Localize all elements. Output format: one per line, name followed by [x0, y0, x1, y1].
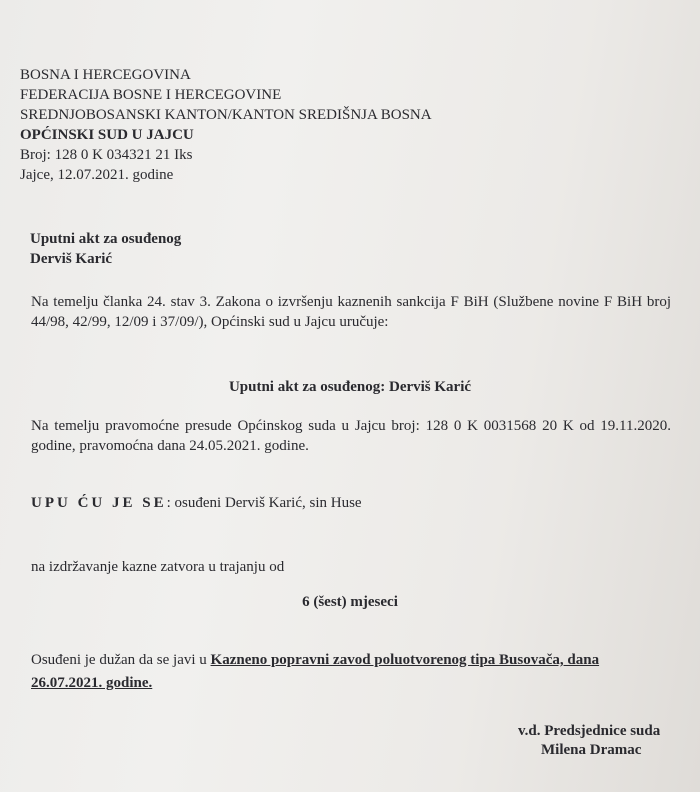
report-prefix: Osuđeni je dužan da se javi u [31, 652, 211, 668]
header-place-date: Jajce, 12.07.2021. godine [20, 167, 174, 183]
signature-role: v.d. Predsjednice suda [518, 723, 661, 739]
center-title: Uputni akt za osuđenog: Derviš Karić [228, 379, 472, 395]
header-country: BOSNA I HERCEGOVINA [20, 67, 191, 83]
header-case-number: Broj: 128 0 K 034321 21 Iks [20, 147, 193, 163]
report-location: Kazneno popravni zavod poluotvorenog tipa Busovača, dana [210, 652, 600, 668]
subject-name: Derviš Karić [30, 251, 113, 267]
report-line [31, 651, 599, 669]
referral-label: UPU ĆU JE SE [31, 495, 167, 511]
header-court: OPĆINSKI SUD U JAJCU [20, 127, 194, 143]
basis-paragraph: Na temelju pravomoćne presude Općinskog suda u Jajcu broj: 128 0 K 0031568 20 K od 19.11.2020. godine, pravomoćna dana 24.05.2021. godine. [31, 418, 671, 454]
header-federation: FEDERACIJA BOSNE I HERCEGOVINE [20, 87, 282, 103]
referral-line [31, 494, 362, 512]
sentence-intro: na izdržavanje kazne zatvora u trajanju od [31, 559, 285, 575]
referral-text: : osuđeni Derviš Karić, sin Huse [166, 495, 362, 511]
header-canton: SREDNJOBOSANSKI KANTON/KANTON SREDIŠNJA BOSNA [20, 107, 432, 123]
intro-paragraph: Na temelju članka 24. stav 3. Zakona o izvršenju kaznenih sankcija F BiH (Službene novine F BiH broj 44/98, 42/99, 12/09 i 37/09/), Općinski sud u Jajcu uručuje: [31, 294, 671, 330]
signature-name: Milena Dramac [541, 742, 642, 758]
subject-title: Uputni akt za osuđenog [30, 231, 182, 247]
sentence-duration: 6 (šest) mjeseci [302, 594, 398, 610]
report-date: 26.07.2021. godine. [31, 675, 153, 691]
